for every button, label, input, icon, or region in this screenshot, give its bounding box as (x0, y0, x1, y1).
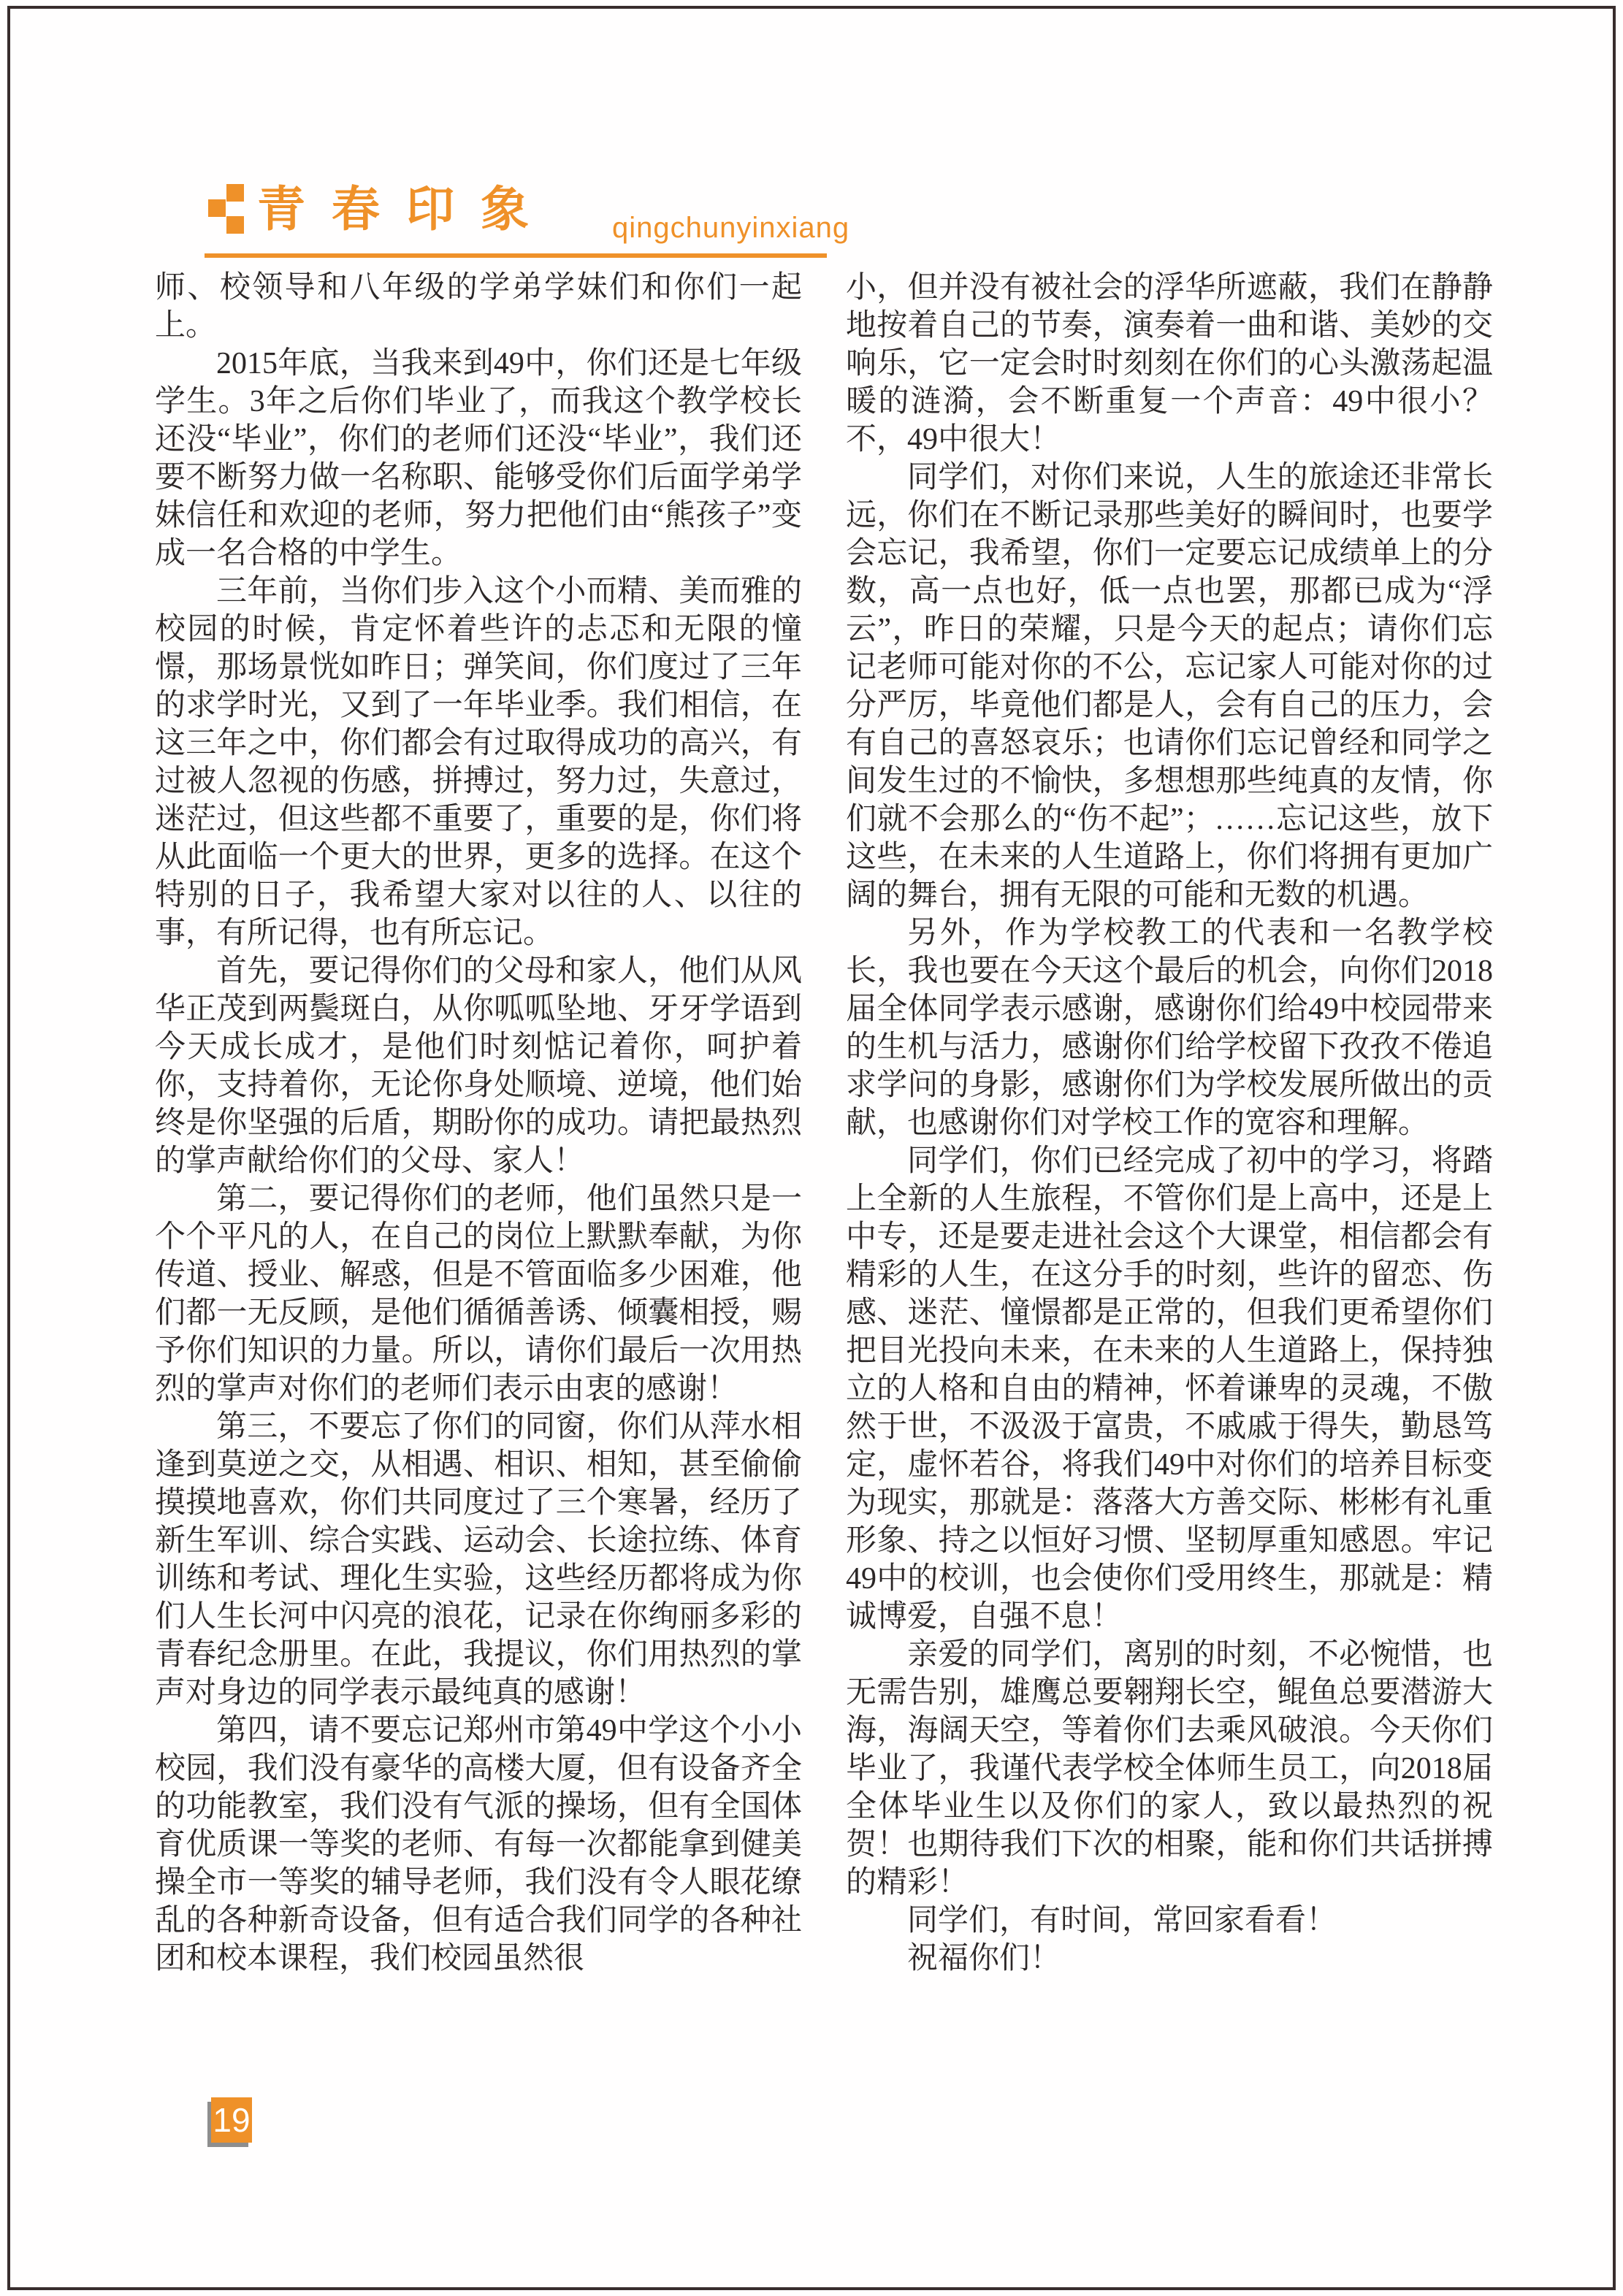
paragraph: 三年前，当你们步入这个小而精、美而雅的校园的时候，肯定怀着些许的忐忑和无限的憧憬，那场景恍如昨日；弹笑间，你们度过了三年的求学时光，又到了一年毕业季。我们相信，在这三年之中，你们都会有过取得成功的高兴，有过被人忽视的伤感，拼搏过，努力过，失意过，迷茫过，但这些都不重要了，重要的是，你们将从此面临一个更大的世界，更多的选择。在这个特别的日子，我希望大家对以往的人、以往的事，有所记得，也有所忘记。 (155, 575, 802, 950)
paragraph: 第二，要记得你们的老师，他们虽然只是一个个平凡的人，在自己的岗位上默默奉献，为你传道、授业、解惑，但是不管面临多少困难，他们都一无反顾，是他们循循善诱、倾囊相授，赐予你们知识的力量。所以，请你们最后一次用热烈的掌声对你们的老师们表示由衷的感谢！ (155, 1182, 802, 1406)
logo-square-left (208, 199, 226, 217)
paragraph: 首先，要记得你们的父母和家人，他们从风华正茂到两鬓斑白，从你呱呱坠地、牙牙学语到今天成长成才，是他们时刻惦记着你，呵护着你，支持着你，无论你身处顺境、逆境，他们始终是你坚强的后盾，期盼你的成功。请把最热烈的掌声献给你们的父母、家人！ (155, 954, 802, 1178)
logo-square-top (226, 184, 244, 202)
paragraph: 小，但并没有被社会的浮华所遮蔽，我们在静静地按着自己的节奏，演奏着一曲和谐、美妙的交响乐，它一定会时时刻刻在你们的心头激荡起温暖的涟漪，会不断重复一个声音：49中很小？不，49中很大！ (846, 271, 1493, 456)
paragraph: 第三，不要忘了你们的同窗，你们从萍水相逢到莫逆之交，从相遇、相识、相知，甚至偷偷摸摸地喜欢，你们共同度过了三个寒暑，经历了新生军训、综合实践、运动会、长途拉练、体育训练和考试、理化生实验，这些经历都将成为你们人生长河中闪亮的浪花，记录在你绚丽多彩的青春纪念册里。在此，我提议，你们用热烈的掌声对身边的同学表示最纯真的感谢！ (155, 1410, 802, 1710)
section-title-pinyin: qingchunyinxiang (612, 212, 850, 244)
logo-square-bottom (226, 216, 244, 234)
paragraph: 师、校领导和八年级的学弟学妹们和你们一起上。 (155, 271, 802, 343)
squares-logo-icon (208, 184, 245, 234)
paragraph: 第四，请不要忘记郑州市第49中学这个小小校园，我们没有豪华的高楼大厦，但有设备齐全的功能教室，我们没有气派的操场，但有全国体育优质课一等奖的老师、有每一次都能拿到健美操全市一等奖的辅导老师，我们没有令人眼花缭乱的各种新奇设备，但有适合我们同学的各种社团和校本课程，我们校园虽然很 (155, 1714, 802, 1975)
paragraph: 同学们，对你们来说，人生的旅途还非常长远，你们在不断记录那些美好的瞬间时，也要学会忘记，我希望，你们一定要忘记成绩单上的分数，高一点也好，低一点也罢，那都已成为“浮云”，昨日的荣耀，只是今天的起点；请你们忘记老师可能对你的不公，忘记家人可能对你的过分严厉，毕竟他们都是人，会有自己的压力，会有自己的喜怒哀乐；也请你们忘记曾经和同学之间发生过的不愉快，多想想那些纯真的友情，你们就不会那么的“伤不起”；……忘记这些，放下这些，在未来的人生道路上，你们将拥有更加广阔的舞台，拥有无限的可能和无数的机遇。 (846, 461, 1493, 912)
paragraph: 祝福你们！ (907, 1942, 1061, 1975)
paragraph: 亲爱的同学们，离别的时刻，不必惋惜，也无需告别，雄鹰总要翱翔长空，鲲鱼总要潜游大海，海阔天空，等着你们去乘风破浪。今天你们毕业了，我谨代表学校全体师生员工，向2018届全体毕业生以及你们的家人，致以最热烈的祝贺！也期待我们下次的相聚，能和你们共话拼搏的精彩！ (846, 1638, 1493, 1899)
header-underline (205, 253, 827, 258)
paragraph: 同学们，有时间，常回家看看！ (907, 1904, 1337, 1937)
paragraph: 另外，作为学校教工的代表和一名教学校长，我也要在今天这个最后的机会，向你们2018届全体同学表示感谢，感谢你们给49中校园带来的生机与活力，感谢你们给学校留下孜孜不倦追求学问的身影，感谢你们为学校发展所做出的贡献，也感谢你们对学校工作的宽容和理解。 (846, 917, 1493, 1140)
right-column (846, 269, 1493, 1978)
section-title: 青春印象 (257, 182, 555, 236)
article-body (155, 269, 1493, 1978)
paragraph: 2015年底，当我来到49中，你们还是七年级学生。3年之后你们毕业了，而我这个教学校长还没“毕业”，你们的老师们还没“毕业”，我们还要不断努力做一名称职、能够受你们后面学弟学妹信任和欢迎的老师，努力把他们由“熊孩子”变成一名合格的中学生。 (155, 347, 802, 570)
left-column (155, 269, 802, 1978)
paragraph: 同学们，你们已经完成了初中的学习，将踏上全新的人生旅程，不管你们是上高中，还是上中专，还是要走进社会这个大课堂，相信都会有精彩的人生，在这分手的时刻，些许的留恋、伤感、迷茫、憧憬都是正常的，但我们更希望你们把目光投向未来，在未来的人生道路上，保持独立的人格和自由的精神，怀着谦卑的灵魂，不傲然于世，不汲汲于富贵，不戚戚于得失，勤恳笃定，虚怀若谷，将我们49中对你们的培养目标变为现实，那就是：落落大方善交际、彬彬有礼重形象、持之以恒好习惯、坚韧厚重知感恩。牢记49中的校训，也会使你们受用终生，那就是：精诚博爱，自强不息！ (846, 1144, 1493, 1634)
page-number-badge: 19 (211, 2097, 252, 2143)
